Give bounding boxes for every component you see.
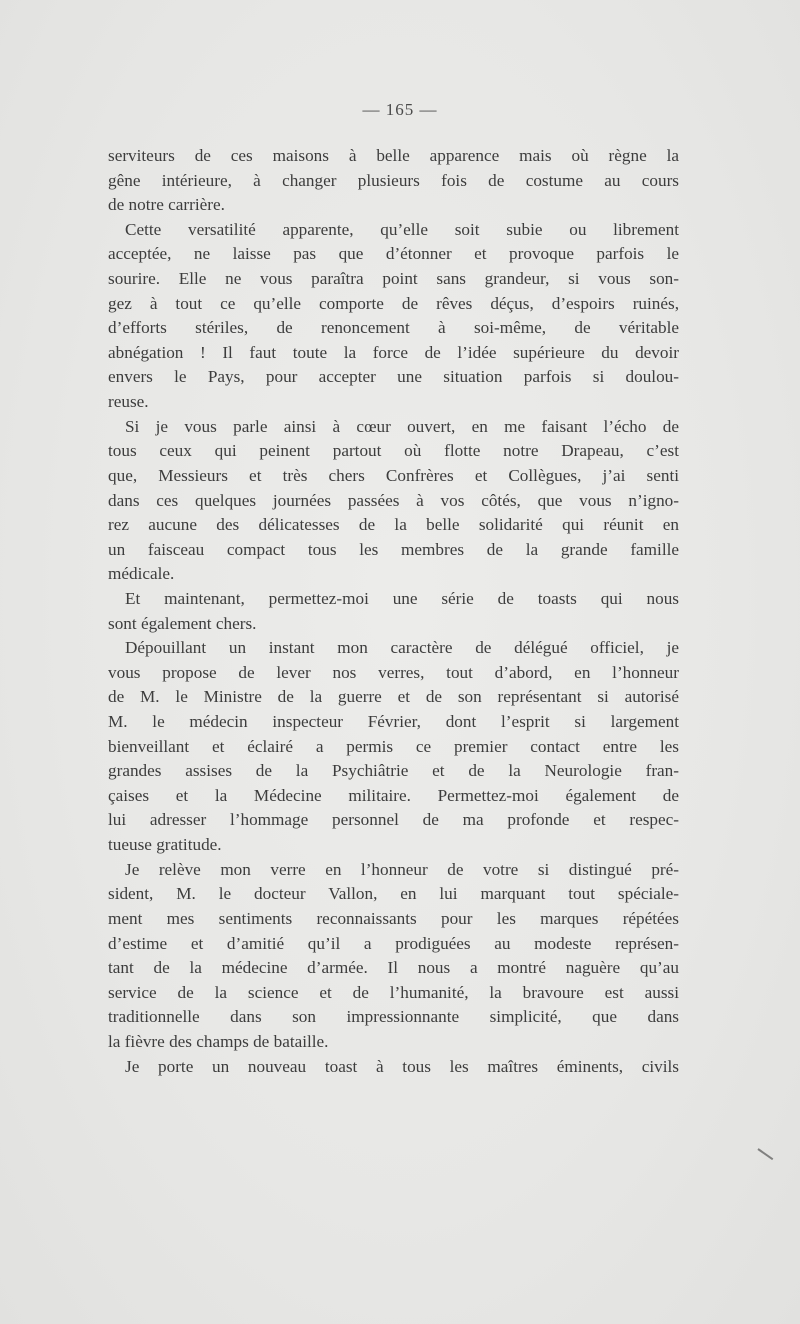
page-number: — 165 — bbox=[362, 100, 438, 119]
text-line: médicale. bbox=[108, 564, 175, 584]
text-line: Je porte un nouveau toast à tous les maîtres éminents, civils bbox=[125, 1056, 679, 1076]
text-line: çaises et la Médecine militaire. Permettez-moi également de bbox=[108, 785, 679, 805]
text-line: grandes assises de la Psychiâtrie et de la Neurologie fran- bbox=[108, 761, 679, 781]
text-line: bienveillant et éclairé a permis ce premier contact entre les bbox=[108, 736, 679, 756]
text-line: de notre carrière. bbox=[108, 195, 225, 215]
text-line: dans ces quelques journées passées à vos côtés, que vous n’igno- bbox=[108, 490, 679, 510]
body-text bbox=[108, 144, 679, 1079]
text-line: gez à tout ce qu’elle comporte de rêves déçus, d’espoirs ruinés, bbox=[108, 293, 679, 313]
text-line: traditionnelle dans son impressionnante simplicité, que dans bbox=[108, 1007, 679, 1027]
text-line: M. le médecin inspecteur Février, dont l’esprit si largement bbox=[108, 712, 679, 732]
text-line: ment mes sentiments reconnaissants pour les marques répétées bbox=[108, 908, 679, 928]
text-line: acceptée, ne laisse pas que d’étonner et provoque parfois le bbox=[108, 244, 679, 264]
text-line: tous ceux qui peinent partout où flotte notre Drapeau, c’est bbox=[108, 441, 679, 461]
text-line: un faisceau compact tous les membres de la grande famille bbox=[108, 539, 679, 559]
text-line: gêne intérieure, à changer plusieurs fois de costume au cours bbox=[108, 170, 679, 190]
text-line: Si je vous parle ainsi à cœur ouvert, en me faisant l’écho de bbox=[125, 416, 679, 436]
text-line: la fièvre des champs de bataille. bbox=[108, 1031, 329, 1051]
page-mark bbox=[757, 1148, 773, 1160]
text-line: Et maintenant, permettez-moi une série de toasts qui nous bbox=[125, 588, 679, 608]
text-line: abnégation ! Il faut toute la force de l’idée supérieure du devoir bbox=[108, 342, 679, 362]
text-line: d’efforts stériles, de renoncement à soi-même, de véritable bbox=[108, 318, 679, 338]
text-line: sont également chers. bbox=[108, 613, 257, 633]
text-line: de M. le Ministre de la guerre et de son représentant si autorisé bbox=[108, 687, 679, 707]
text-line: tant de la médecine d’armée. Il nous a montré naguère qu’au bbox=[108, 958, 679, 978]
text-line: service de la science et de l’humanité, la bravoure est aussi bbox=[108, 982, 679, 1002]
text-line: Je relève mon verre en l’honneur de votre si distingué pré- bbox=[125, 859, 679, 879]
text-line: que, Messieurs et très chers Confrères et Collègues, j’ai senti bbox=[108, 465, 679, 485]
text-line: serviteurs de ces maisons à belle apparence mais où règne la bbox=[108, 146, 679, 165]
text-line: d’estime et d’amitié qu’il a prodiguées au modeste représen- bbox=[108, 933, 679, 953]
text-line: reuse. bbox=[108, 392, 149, 412]
text-line: Cette versatilité apparente, qu’elle soit subie ou librement bbox=[125, 219, 679, 239]
text-line: lui adresser l’hommage personnel de ma profonde et respec- bbox=[108, 810, 679, 830]
text-line: sourire. Elle ne vous paraîtra point sans grandeur, si vous son- bbox=[108, 269, 679, 289]
text-line: envers le Pays, pour accepter une situation parfois si doulou- bbox=[108, 367, 679, 387]
text-line: tueuse gratitude. bbox=[108, 835, 222, 855]
text-line: rez aucune des délicatesses de la belle solidarité qui réunit en bbox=[108, 515, 679, 535]
text-line: Dépouillant un instant mon caractère de délégué officiel, je bbox=[125, 638, 679, 658]
text-line: sident, M. le docteur Vallon, en lui marquant tout spéciale- bbox=[108, 884, 679, 904]
text-line: vous propose de lever nos verres, tout d’abord, en l’honneur bbox=[108, 662, 679, 682]
